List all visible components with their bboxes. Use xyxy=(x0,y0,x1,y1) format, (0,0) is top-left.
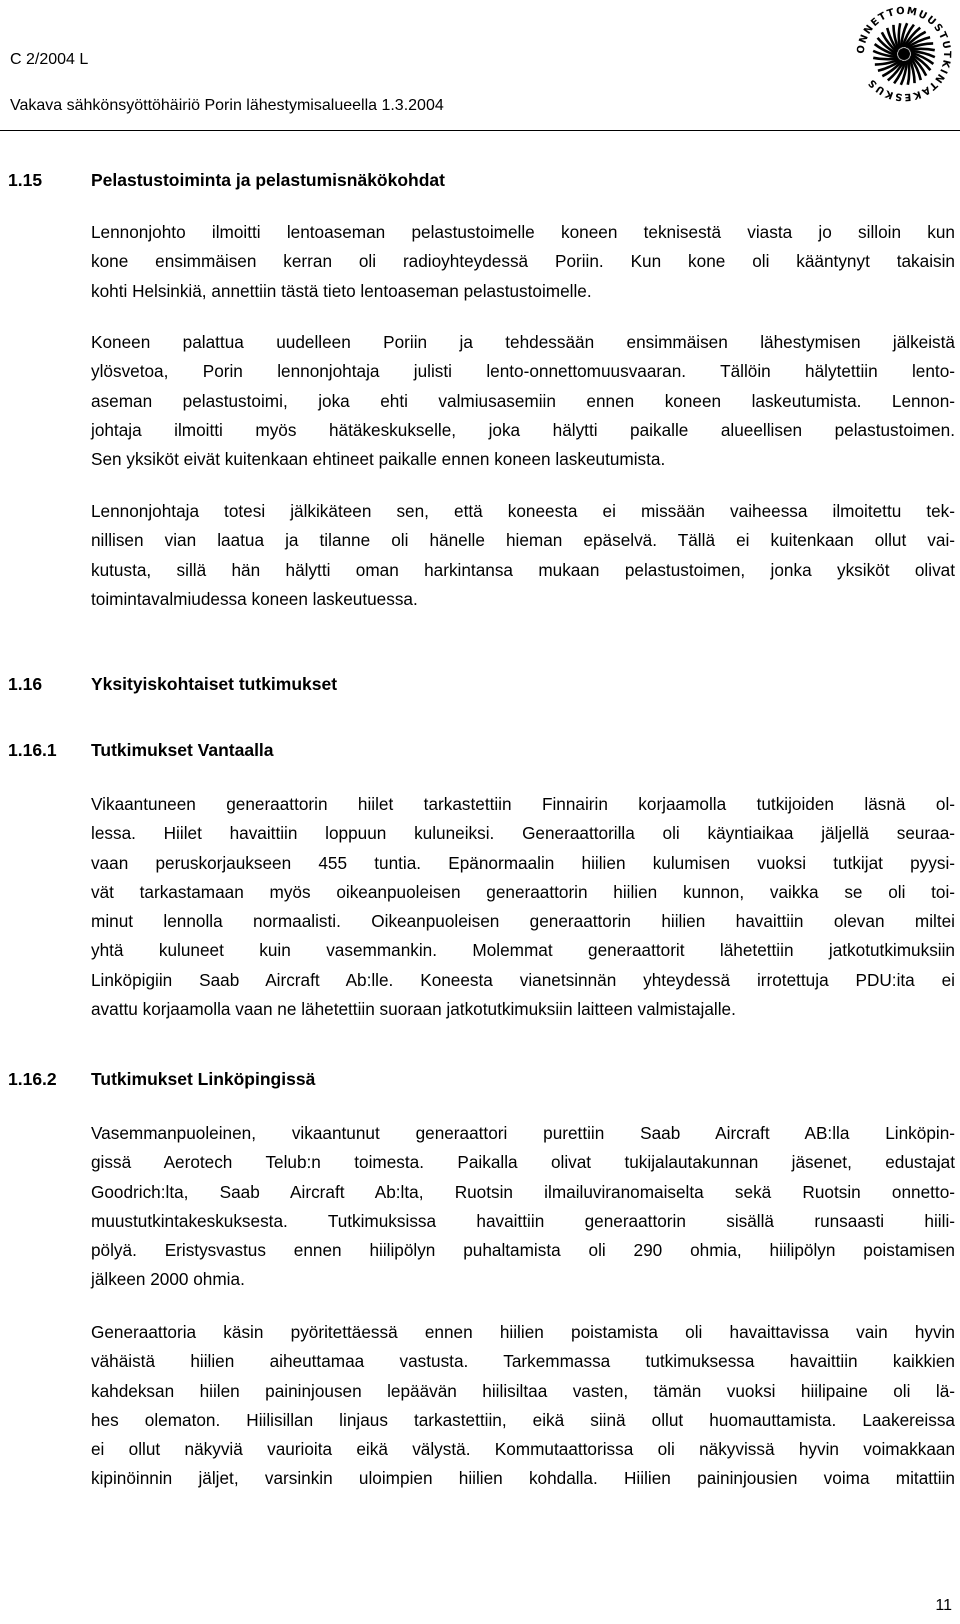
section-title: Pelastustoiminta ja pelastumisnäkökohdat xyxy=(91,170,445,190)
seal-logo xyxy=(852,2,956,106)
text-line: lessa. Hiilet havaittiin loppuun kuluneiksi. Generaattorilla oli käyntiaikaa jäljellä seuraa- xyxy=(91,823,955,844)
paragraph xyxy=(91,790,955,1024)
text-line: Linköpigiin Saab Aircraft Ab:lle. Koneesta vianetsinnän yhteydessä irrotettuja PDU:ita ei xyxy=(91,969,955,990)
text-line: Vasemmanpuoleinen, vikaantunut generaattori purettiin Saab Aircraft AB:lla Linköpin- xyxy=(91,1123,955,1143)
text-line: Lennonjohtaja totesi jälkikäteen sen, että koneesta ei missään vaiheessa ilmoitettu tek- xyxy=(91,501,955,521)
text-line: kahdeksan hiilen paininjousen lepäävän hiilisiltaa vasten, tämän vuoksi hiilipaine oli lä- xyxy=(91,1380,955,1401)
text-line: Koneen palattua uudelleen Poriin ja tehdessään ensimmäisen lähestymisen jälkeistä xyxy=(91,332,955,352)
section-title: Yksityiskohtaiset tutkimukset xyxy=(91,674,338,694)
text-line: vähäistä hiilien aiheuttamaa vastusta. Tarkemmassa tutkimuksessa havaittiin kaikkien xyxy=(91,1351,955,1372)
text-line: kutusta, sillä hän hälytti oman harkintansa mukaan pelastustoimen, jonka yksiköt olivat xyxy=(91,559,955,580)
text-line: gissä Aerotech Telub:n toimesta. Paikalla olivat tukijalautakunnan jäsenet, edustajat xyxy=(91,1152,955,1173)
text-line: yhtä kuluneet kuin vasemmankin. Molemmat generaattorit lähetettiin jatkotutkimuksiin xyxy=(91,940,955,961)
text-line: pölyä. Eristysvastus ennen hiilipölyn puhaltamista oli 290 ohmia, hiilipölyn poistamisen xyxy=(91,1240,955,1261)
text-line: vaan peruskorjaukseen 455 tuntia. Epänormaalin hiilien kulumisen vuoksi tutkijat pyysi- xyxy=(91,852,955,873)
text-line: johtaja ilmoitti myös hätäkeskukselle, joka hälytti paikalle alueellisen pelastustoimen. xyxy=(91,419,955,440)
subsection-title: Tutkimukset Linköpingissä xyxy=(91,1069,316,1089)
text-line: Goodrich:lta, Saab Aircraft Ab:lta, Ruotsin ilmailuviranomaiselta sekä Ruotsin onnetto- xyxy=(91,1181,955,1202)
text-line: kohti Helsinkiä, annettiin tästä tieto lentoaseman pelastustoimelle. xyxy=(91,280,592,301)
seal-text: ONNETTOMUUSTUTKINTAKESKUS xyxy=(855,5,953,103)
paragraph xyxy=(91,1318,955,1494)
text-line: kipinöinnin jäljet, varsinkin uloimpien hiilien kohdalla. Hiilien paininjousien voima mitattiin xyxy=(91,1468,955,1489)
text-line: jälkeen 2000 ohmia. xyxy=(91,1269,245,1290)
text-line: hes olematon. Hiilisillan linjaus tarkastettiin, eikä siinä ollut huomauttamista. Laakereissa xyxy=(91,1409,955,1430)
section-number: 1.16 xyxy=(8,674,43,694)
text-line: Sen yksiköt eivät kuitenkaan ehtineet paikalle ennen koneen laskeutumista. xyxy=(91,449,666,470)
paragraph xyxy=(91,328,955,474)
text-line: avattu korjaamolla vaan ne lähetettiin suoraan jatkotutkimuksiin laitteen valmistajalle. xyxy=(91,999,736,1020)
paragraph xyxy=(91,497,955,614)
text-line: ylösvetoa, Porin lennonjohtaja julisti lento-onnettomuusvaaran. Tällöin hälytettiin lento- xyxy=(91,361,955,382)
subsection-title: Tutkimukset Vantaalla xyxy=(91,740,274,760)
header-divider xyxy=(0,130,960,131)
text-line: Generaattoria käsin pyöritettäessä ennen hiilien poistamista oli havaittavissa vain hyvin xyxy=(91,1322,955,1342)
text-line: Lennonjohto ilmoitti lentoaseman pelastustoimelle koneen teknisestä viasta jo silloin kun xyxy=(91,222,955,242)
text-line: nillisen vian laatua ja tilanne oli hänelle hieman epäselvä. Tällä ei kuitenkaan ollut vai- xyxy=(91,530,955,551)
subsection-number: 1.16.1 xyxy=(8,740,57,760)
document-title: Vakava sähkönsyöttöhäiriö Porin lähestymisalueella 1.3.2004 xyxy=(10,97,444,114)
paragraph xyxy=(91,1119,955,1295)
paragraph xyxy=(91,218,955,306)
text-line: minut lennolla normaalisti. Oikeanpuoleisen generaattorin hiilien havaittiin olevan miltei xyxy=(91,911,955,932)
text-line: vät tarkastamaan myös oikeanpuoleisen generaattorin hiilien kunnon, vaikka se oli toi- xyxy=(91,881,955,902)
section-number: 1.15 xyxy=(8,170,43,190)
subsection-number: 1.16.2 xyxy=(8,1069,57,1089)
text-line: Vikaantuneen generaattorin hiilet tarkastettiin Finnairin korjaamolla tutkijoiden läsnä ol- xyxy=(91,794,955,814)
text-line: ei ollut näkyviä vaurioita eikä välystä. Kommutaattorissa oli näkyvissä hyvin voimakkaan xyxy=(91,1439,955,1460)
document-id: C 2/2004 L xyxy=(10,51,89,68)
text-line: aseman pelastustoimi, joka ehti valmiusasemiin ennen koneen laskeutumista. Lennon- xyxy=(91,390,955,411)
text-line: muustutkintakeskuksesta. Tutkimuksissa havaittiin generaattorin sisällä runsaasti hiili- xyxy=(91,1210,955,1231)
text-line: toimintavalmiudessa koneen laskeutuessa. xyxy=(91,588,418,609)
page-number: 11 xyxy=(935,1597,952,1614)
text-line: kone ensimmäisen kerran oli radioyhteydessä Poriin. Kun kone oli kääntynyt takaisin xyxy=(91,251,955,272)
